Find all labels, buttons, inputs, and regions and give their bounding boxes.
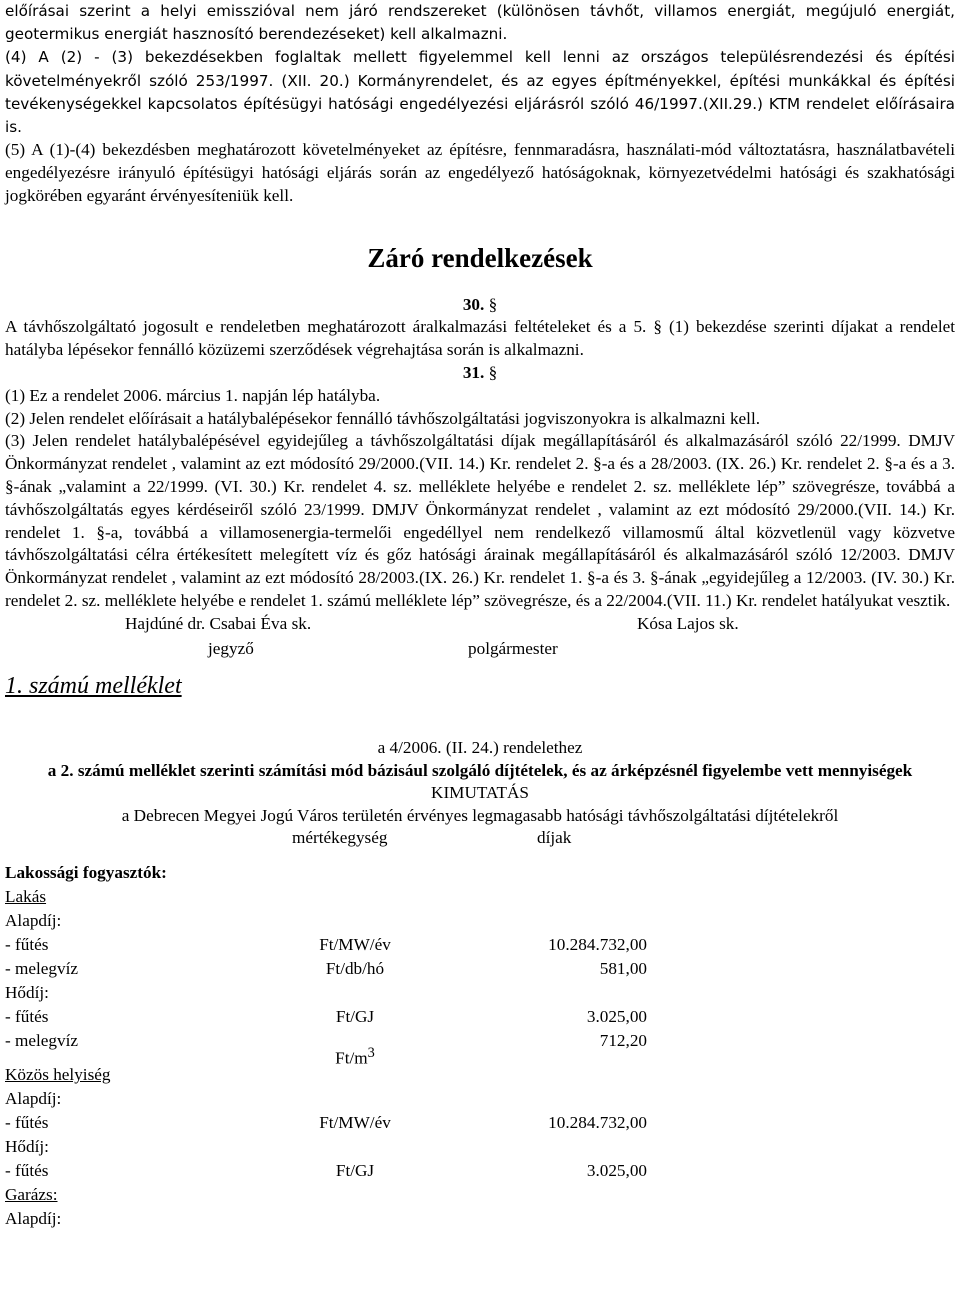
row-label: Alapdíj: xyxy=(5,910,62,930)
signature-right-title: polgármester xyxy=(468,638,558,658)
annex-subtitle: a 2. számú melléklet szerinti számítási mód bázisául szolgáló díjtételek, és az árképzésnél figyelembe vett mennyiségek xyxy=(47,760,913,780)
table-row xyxy=(5,1136,955,1160)
section-30-number: 30. xyxy=(462,294,485,314)
section-30-header xyxy=(5,294,955,317)
signature-titles xyxy=(5,638,955,661)
row-value: 10.284.732,00 xyxy=(548,1112,647,1132)
section-symbol: § xyxy=(488,294,498,314)
section-heading: Záró rendelkezések xyxy=(367,242,593,273)
table-row xyxy=(5,1112,955,1136)
annex-reference: a 4/2006. (II. 24.) rendelethez xyxy=(377,737,583,757)
row-label: - melegvíz xyxy=(5,958,79,978)
table-row xyxy=(5,982,955,1006)
row-unit-text: Ft/db/hó xyxy=(325,958,385,978)
table-row xyxy=(5,886,955,910)
row-label: - fűtés xyxy=(5,1112,49,1132)
table-row xyxy=(5,1088,955,1112)
row-label: Hődíj: xyxy=(5,1136,49,1156)
kimutatas-description: a Debrecen Megyei Jogú Város területén érvényes legmagasabb hatósági távhőszolgáltatási díjtételekről xyxy=(121,806,839,826)
annex-title: 1. számú melléklet xyxy=(5,672,182,699)
intro-paragraph-1: előírásai szerint a helyi emisszióval nem járó rendszereket (különösen távhőt, villamos energiát, megújuló energiát, geotermikus energiát hasznosító berendezéseket) kell alkalmazni. xyxy=(5,2,955,44)
column-header-fee: díjak xyxy=(537,827,572,847)
signature-left-name: Hajdúné dr. Csabai Éva sk. xyxy=(125,613,312,633)
row-unit-text: Ft/GJ xyxy=(335,1160,375,1180)
fee-table-rows xyxy=(5,886,955,1232)
paragraph-5: (5) A (1)-(4) bekezdésben meghatározott követelményeket az építésre, fennmaradásra, használati-mód változtatásra, használatbavételi engedélyezésre irányuló építésügyi hatósági eljárás során az engedélyező hatóságoknak, környezetvédelmi hatósági és szakhatósági jogkörében egyaránt érvényesíteniük kell. xyxy=(5,140,955,205)
category-row xyxy=(5,862,955,886)
table-row xyxy=(5,958,955,982)
row-value: 581,00 xyxy=(599,958,647,978)
table-row xyxy=(5,1006,955,1030)
table-row xyxy=(5,910,955,934)
intro-paragraph-2: (4) A (2) - (3) bekezdésekben foglaltak mellett figyelemmel kell lenni az országos településrendezési és építési követelményekről szóló 253/1997. (XII. 20.) Kormányrendelet, és az egyes építményekkel, építési munkákkal és építési tevékenységekkel kapcsolatos építésügyi hatósági engedélyezési eljárásról szóló 46/1997.(XII.29.) KTM rendelet előírásaira is. xyxy=(5,48,955,137)
row-unit-text: Ft/MW/év xyxy=(319,1112,391,1132)
section-symbol: § xyxy=(488,363,498,382)
row-label: Hődíj: xyxy=(5,982,49,1002)
signature-left-title: jegyző xyxy=(208,638,254,658)
row-label: - melegvíz xyxy=(5,1030,79,1050)
section-31-header xyxy=(5,362,955,385)
table-row xyxy=(5,1160,955,1184)
row-label: - fűtés xyxy=(5,1160,49,1180)
table-row xyxy=(5,1184,955,1208)
column-header-unit: mértékegység xyxy=(292,827,388,847)
fee-table xyxy=(5,828,955,1232)
table-row xyxy=(5,934,955,958)
row-unit-text: Ft/MW/év xyxy=(319,934,391,954)
row-value: 712,20 xyxy=(599,1030,647,1050)
row-unit xyxy=(305,1160,405,1183)
signature-right-name: Kósa Lajos sk. xyxy=(637,613,739,633)
row-unit xyxy=(305,958,405,981)
row-label: - fűtés xyxy=(5,934,49,954)
row-unit xyxy=(305,1112,405,1135)
section-31-paragraph-3: (3) Jelen rendelet hatálybalépésével egyidejűleg a távhőszolgáltatási díjak megállapításáról és alkalmazásáról szóló 22/1999. DMJV Önkormányzat rendelet , valamint az ezt módosító 29/2000.(VII. 14.) Kr. rendelet 2. §-a és a 28/2003. (IX. 26.) Kr. rendelet 2. §-a és a 3. §-ának „valamint a 22/1999. (VI. 30.) Kr. rendelet 4. sz. melléklete helyébe e rendelet 2. sz. melléklete lép” szövegrésze, továbbá a távhőszolgáltatás egyes kérdéseiről szóló 23/1999. DMJV Önkormányzat rendelet , valamint az ezt módosító 29/2000.(VII. 14.) Kr. rendelet 1. §-a, továbbá a villamosenergia-termelői engedéllyel nem rendelkező villamosmű által közvetlenül vagy közvetve távhőszolgáltatási célra értékesített melegített víz és gőz hatósági árainak megállapításáról és alkalmazásáról szóló 12/2003. DMJV Önkormányzat rendelet , valamint az ezt módosító 28/2003.(IX. 26.) Kr. rendelet 1. §-a és 3. §-ának „egyidejűleg a 12/2003. (IV. 30.) Kr. rendelet 2. sz. melléklete helyébe e rendelet 1. számú melléklete lép” szövegrésze, és a 22/2004.(VII. 11.) Kr. rendelet hatályukat vesztik. xyxy=(5,431,955,610)
row-unit-text: Ft/GJ xyxy=(335,1006,375,1026)
kimutatas-title: KIMUTATÁS xyxy=(431,783,529,803)
document-page xyxy=(5,0,955,1232)
row-value: 3.025,00 xyxy=(586,1006,647,1026)
row-label: Garázs: xyxy=(5,1184,58,1204)
row-label: Közös helyiség xyxy=(5,1064,111,1084)
category-label: Lakossági fogyasztók: xyxy=(5,862,167,882)
intro-block xyxy=(5,0,955,139)
row-label: Alapdíj: xyxy=(5,1208,62,1228)
fee-table-header xyxy=(5,828,955,852)
section-31-paragraph-2: (2) Jelen rendelet előírásait a hatálybalépésekor fennálló távhőszolgáltatási jogviszonyokra is alkalmazni kell. xyxy=(5,408,761,428)
row-unit-superscript: 3 xyxy=(367,1044,375,1061)
row-label: Lakás xyxy=(5,886,47,906)
section-30-text: A távhőszolgáltató jogosult e rendeletben meghatározott áralkalmazási feltételeket és a 5. § (1) bekezdése szerinti díjakat a rendelet hatályba lépésekor fennálló közüzemi szerződések végrehajtása során is alkalmazni. xyxy=(5,317,955,360)
row-label: Alapdíj: xyxy=(5,1088,62,1108)
row-label: - fűtés xyxy=(5,1006,49,1026)
row-value: 10.284.732,00 xyxy=(548,934,647,954)
signature-names xyxy=(5,613,955,636)
section-31-number: 31. xyxy=(462,363,485,382)
row-value: 3.025,00 xyxy=(586,1160,647,1180)
table-row xyxy=(5,1030,955,1068)
table-row xyxy=(5,1208,955,1232)
body-block xyxy=(5,139,955,1232)
row-unit xyxy=(305,934,405,957)
table-row xyxy=(5,1064,955,1088)
row-unit-text: Ft/m xyxy=(335,1048,368,1068)
section-31-paragraph-1: (1) Ez a rendelet 2006. március 1. napján lép hatályba. xyxy=(5,385,381,405)
row-unit xyxy=(305,1006,405,1029)
